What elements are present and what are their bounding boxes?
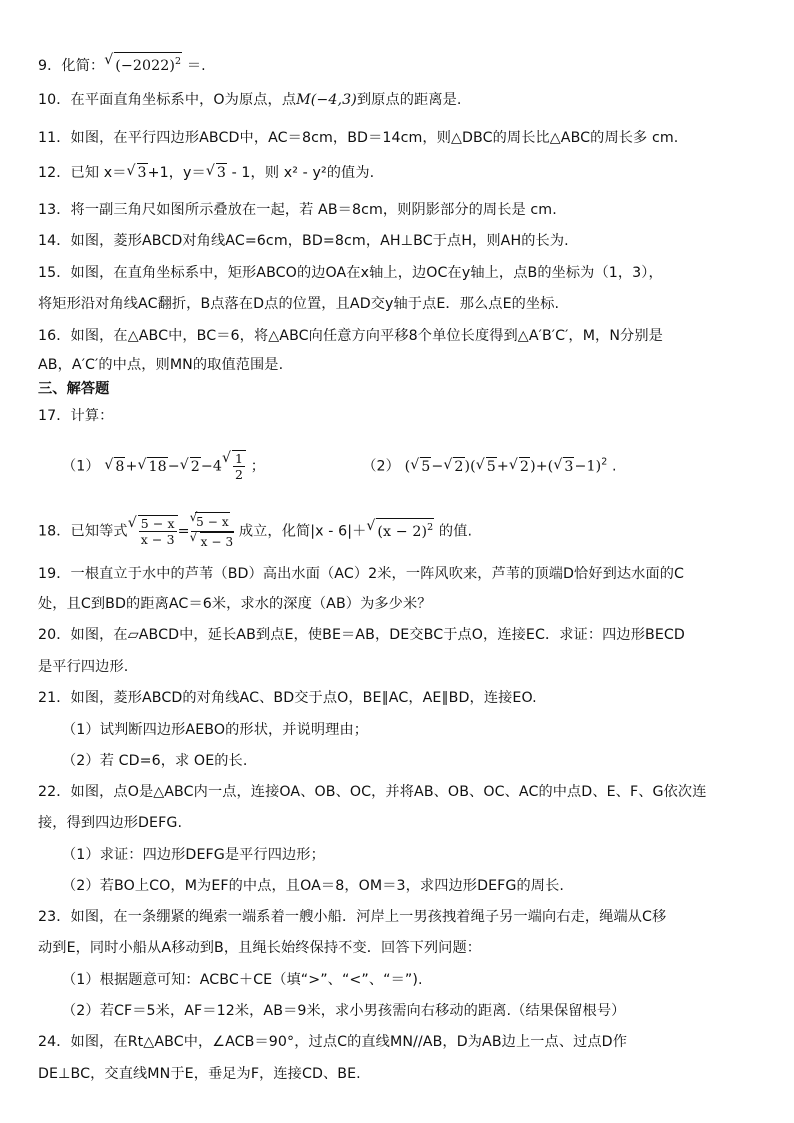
question-16-line-2: AB，A′C′的中点，则MN的取值范围是. — [38, 357, 284, 373]
question-23-line-1: 23．如图，在一条绷紧的绳索一端系着一艘小船．河岸上一男孩拽着绳子另一端向右走，绳端从C移 — [38, 909, 667, 925]
question-17-parts: （1） √ 8+√ 18−√ 2−4 √ $\frac{1}{2}$ ； （2） (√ 5−√ 2)(√ 5+√ 2)+(√ 3−1)$^2$ . — [62, 450, 758, 482]
question-18: 18．已知等式 √ $\frac{5 - x}{x - 3}$ = √ 5 − x √ x − 3 成立，化简|x - 6|＋√ $(x - 2)^2$ 的值. — [38, 512, 758, 551]
question-9: 9．化简：√ $(-2022)^2$ ＝. — [38, 52, 758, 76]
question-23-part-2: （2）若CF＝5米，AF＝12米，AB＝9米，求小男孩需向右移动的距离.（结果保留根号） — [62, 1003, 626, 1019]
question-20-line-1: 20．如图，在▱ABCD中，延长AB到点E，使BE＝AB，DE交BC于点O，连接EC．求证：四边形BECD — [38, 627, 685, 643]
question-19-line-2: 处，且C到BD的距离AC＝6米，求水的深度（AB）为多少米？ — [38, 596, 432, 612]
question-23-part-1: （1）根据题意可知：ACBC＋CE（填“>”、“<”、“＝”). — [62, 972, 423, 988]
question-14: 14．如图，菱形ABCD对角线AC=6cm，BD=8cm，AH⊥BC于点H，则AH的长为. — [38, 233, 569, 249]
question-22-part-1: （1）求证：四边形DEFG是平行四边形； — [62, 847, 325, 863]
question-13: 13．将一副三角尺如图所示叠放在一起，若 AB＝8cm，则阴影部分的周长是 cm. — [38, 202, 557, 218]
question-21-line-1: 21．如图，菱形ABCD的对角线AC、BD交于点O，BE∥AC，AE∥BD，连接EO. — [38, 690, 537, 706]
section-3-heading: 三、解答题 — [38, 381, 110, 397]
question-11: 11．如图，在平行四边形ABCD中，AC＝8cm，BD＝14cm，则△DBC的周长比△ABC的周长多 cm. — [38, 130, 679, 146]
question-17-title: 17．计算： — [38, 408, 114, 424]
question-15-line-2: 将矩形沿对角线AC翻折，B点落在D点的位置，且AD交y轴于点E．那么点E的坐标. — [38, 296, 560, 312]
question-21-part-1: （1）试判断四边形AEBO的形状，并说明理由； — [62, 722, 369, 738]
question-21-part-2: （2）若 CD=6，求 OE的长. — [62, 753, 248, 769]
question-22-line-2: 接，得到四边形DEFG. — [38, 815, 183, 831]
question-16-line-1: 16．如图，在△ABC中，BC＝6，将△ABC向任意方向平移8个单位长度得到△A′B′C′，M，N分别是 — [38, 328, 663, 344]
question-10: 10．在平面直角坐标系中，O为原点，点M(−4,3)到原点的距离是. — [38, 92, 462, 108]
sqrt-expression: √ $(-2022)^2$ — [105, 52, 182, 76]
question-12: 12．已知 x＝√ 3+1，y＝√ 3 - 1，则 x² - y²的值为. — [38, 163, 758, 183]
question-23-line-2: 动到E，同时小船从A移动到B，且绳长始终保持不变．回答下列问题： — [38, 940, 482, 956]
point-m: M(−4,3) — [296, 92, 357, 108]
question-22-line-1: 22．如图，点O是△ABC内一点，连接OA、OB、OC，并将AB、OB、OC、AC的中点D、E、F、G依次连 — [38, 784, 707, 800]
question-24-line-2: DE⊥BC，交直线MN于E，垂足为F，连接CD、BE. — [38, 1066, 361, 1082]
question-15-line-1: 15．如图，在直角坐标系中，矩形ABCO的边OA在x轴上，边OC在y轴上，点B的坐标为（1，3）， — [38, 265, 663, 281]
question-19-line-1: 19．一根直立于水中的芦苇（BD）高出水面（AC）2米，一阵风吹来，芦苇的顶端D恰好到达水面的C — [38, 566, 685, 582]
question-24-line-1: 24．如图，在Rt△ABC中，∠ACB＝90°，过点C的直线MN//AB，D为AB边上一点、过点D作 — [38, 1034, 627, 1050]
question-22-part-2: （2）若BO上CO，M为EF的中点，且OA＝8，OM＝3，求四边形DEFG的周长. — [62, 878, 564, 894]
question-20-line-2: 是平行四边形. — [38, 659, 129, 675]
